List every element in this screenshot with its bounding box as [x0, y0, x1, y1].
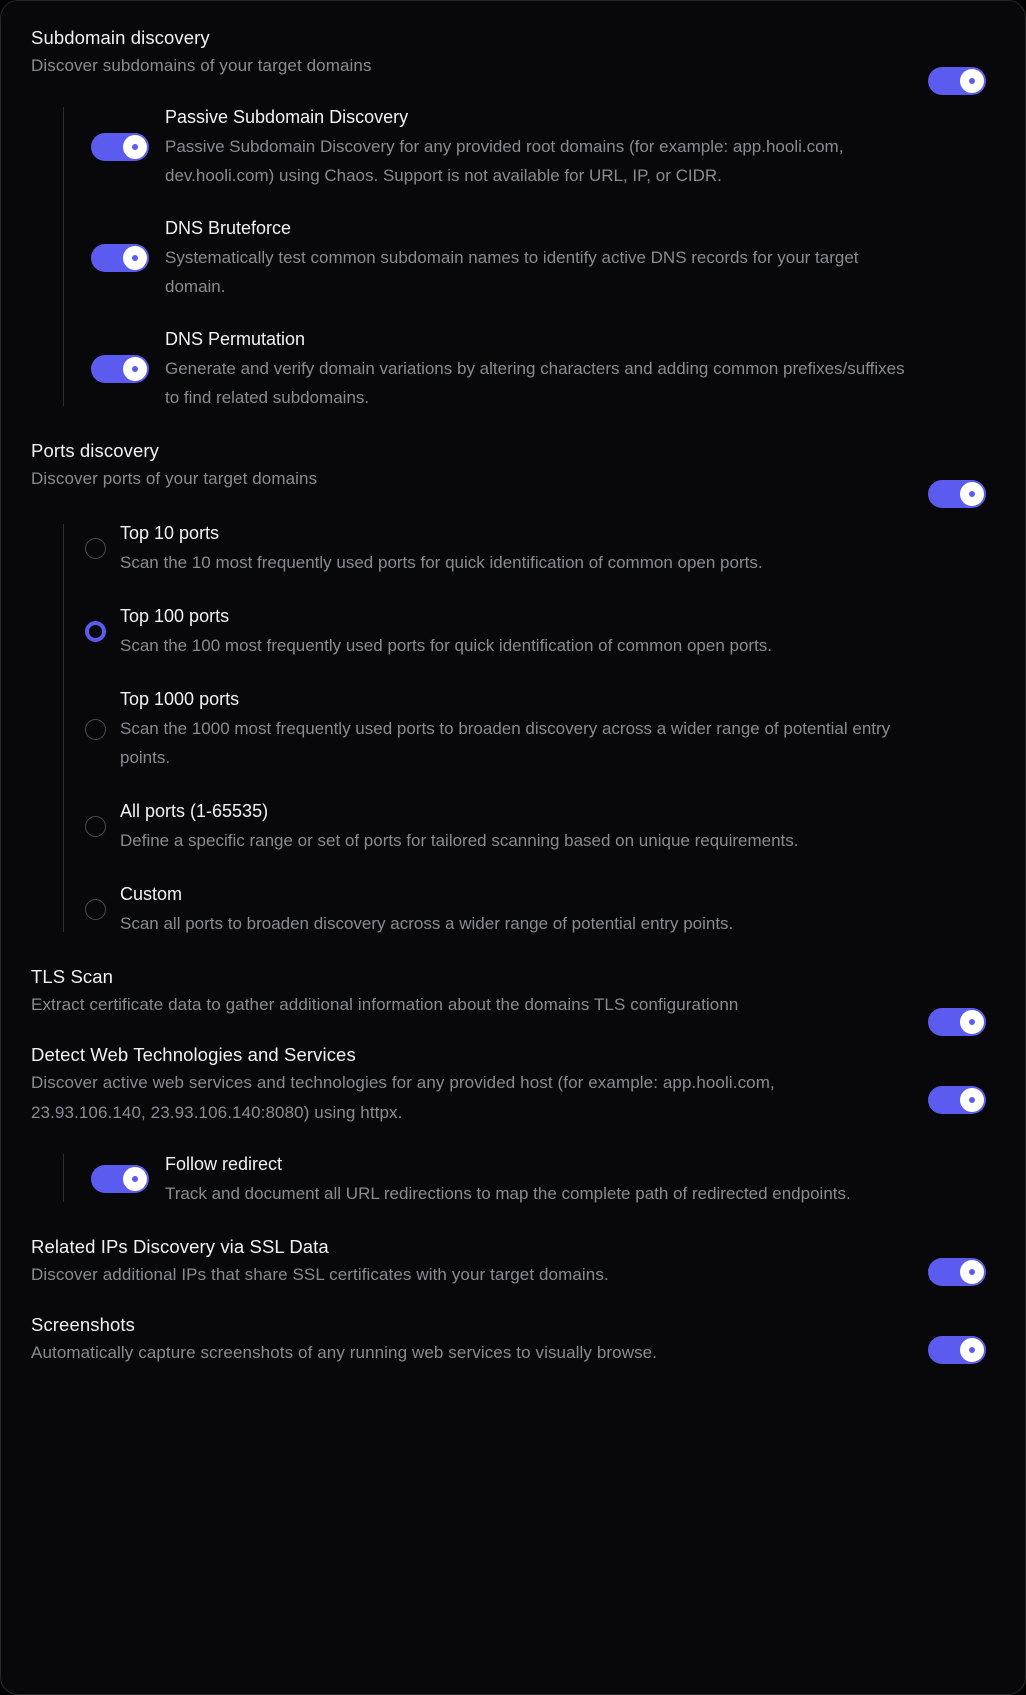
section-title-related-ips-discovery: Related IPs Discovery via SSL Data	[31, 1236, 329, 1257]
sub-item-description: Passive Subdomain Discovery for any provided root domains (for example: app.hooli.com, dev.hooli.com) using Chaos. Support is not available for URL, IP, or CIDR.	[165, 137, 844, 185]
section-related-ips-discovery	[31, 1234, 995, 1290]
toggle-dns-bruteforce[interactable]	[91, 244, 149, 272]
toggle-subdomain-discovery[interactable]	[928, 67, 986, 95]
toggle-knob	[123, 1167, 147, 1191]
sub-item-title: DNS Permutation	[165, 329, 306, 349]
toggle-screenshots[interactable]	[928, 1336, 986, 1364]
toggle-detect-web-technologies[interactable]	[928, 1086, 986, 1114]
radio-option-top-10-ports[interactable]	[63, 520, 995, 577]
sub-item-title: DNS Bruteforce	[165, 218, 292, 238]
sub-item-description: Track and document all URL redirections to map the complete path of redirected endpoints.	[165, 1184, 851, 1203]
toggle-tls-scan[interactable]	[928, 1008, 986, 1036]
section-description-subdomain-discovery: Discover subdomains of your target domains	[31, 56, 372, 75]
subdomain-discovery-children	[63, 103, 995, 412]
section-title-subdomain-discovery: Subdomain discovery	[31, 27, 210, 48]
section-title-detect-web-technologies: Detect Web Technologies and Services	[31, 1044, 356, 1065]
sub-item-title: Passive Subdomain Discovery	[165, 107, 409, 127]
toggle-knob	[960, 482, 984, 506]
section-description-ports-discovery: Discover ports of your target domains	[31, 469, 318, 488]
radio-option-all-ports[interactable]	[63, 798, 995, 855]
toggle-related-ips-discovery[interactable]	[928, 1258, 986, 1286]
toggle-knob	[123, 135, 147, 159]
radio-option-top-100-ports[interactable]	[63, 603, 995, 660]
detect-web-technologies-children	[63, 1150, 995, 1208]
toggle-follow-redirect[interactable]	[91, 1165, 149, 1193]
radio-option-title: Top 10 ports	[120, 523, 220, 543]
section-detect-web-technologies	[31, 1042, 995, 1128]
radio-option-title: Custom	[120, 884, 183, 904]
radio-icon[interactable]	[85, 899, 106, 920]
toggle-knob	[960, 1260, 984, 1284]
section-description-detect-web-technologies: Discover active web services and technologies for any provided host (for example: app.hooli.com, 23.93.106.140, 23.93.106.140:8080) using httpx.	[31, 1073, 775, 1122]
toggle-knob	[960, 69, 984, 93]
toggle-knob	[960, 1088, 984, 1112]
ports-discovery-options	[63, 520, 995, 938]
section-subdomain-discovery	[31, 25, 995, 81]
toggle-ports-discovery[interactable]	[928, 480, 986, 508]
sub-item-dns-permutation	[63, 325, 995, 412]
radio-option-description: Define a specific range or set of ports for tailored scanning based on unique requirements.	[120, 831, 799, 850]
radio-icon[interactable]	[85, 816, 106, 837]
sub-item-dns-bruteforce	[63, 214, 995, 301]
toggle-dns-permutation[interactable]	[91, 355, 149, 383]
radio-option-title: Top 100 ports	[120, 606, 230, 626]
radio-icon-selected[interactable]	[85, 621, 106, 642]
toggle-knob	[123, 357, 147, 381]
section-description-screenshots: Automatically capture screenshots of any running web services to visually browse.	[31, 1343, 658, 1362]
sub-item-passive-subdomain-discovery	[63, 103, 995, 190]
sub-item-follow-redirect	[63, 1150, 995, 1208]
radio-option-description: Scan the 1000 most frequently used ports to broaden discovery across a wider range of potential entry points.	[120, 719, 891, 767]
section-ports-discovery	[31, 438, 995, 494]
radio-icon[interactable]	[85, 538, 106, 559]
section-title-screenshots: Screenshots	[31, 1314, 135, 1335]
sub-item-description: Generate and verify domain variations by altering characters and adding common prefixes/suffixes to find related subdomains.	[165, 359, 905, 407]
section-tls-scan	[31, 964, 995, 1020]
sub-item-description: Systematically test common subdomain names to identify active DNS records for your target domain.	[165, 248, 859, 296]
radio-icon[interactable]	[85, 719, 106, 740]
section-screenshots	[31, 1312, 995, 1368]
radio-option-title: All ports (1-65535)	[120, 801, 269, 821]
radio-option-description: Scan all ports to broaden discovery across a wider range of potential entry points.	[120, 914, 734, 933]
radio-option-description: Scan the 100 most frequently used ports for quick identification of common open ports.	[120, 636, 773, 655]
section-title-ports-discovery: Ports discovery	[31, 440, 159, 461]
sub-item-title: Follow redirect	[165, 1154, 283, 1174]
section-description-tls-scan: Extract certificate data to gather additional information about the domains TLS configurationn	[31, 995, 739, 1014]
radio-option-top-1000-ports[interactable]	[63, 686, 995, 772]
radio-option-custom[interactable]	[63, 881, 995, 938]
toggle-knob	[960, 1010, 984, 1034]
section-description-related-ips-discovery: Discover additional IPs that share SSL certificates with your target domains.	[31, 1265, 609, 1284]
toggle-knob	[123, 246, 147, 270]
toggle-passive-subdomain-discovery[interactable]	[91, 133, 149, 161]
toggle-knob	[960, 1338, 984, 1362]
radio-option-description: Scan the 10 most frequently used ports for quick identification of common open ports.	[120, 553, 763, 572]
section-title-tls-scan: TLS Scan	[31, 966, 114, 987]
radio-option-title: Top 1000 ports	[120, 689, 240, 709]
